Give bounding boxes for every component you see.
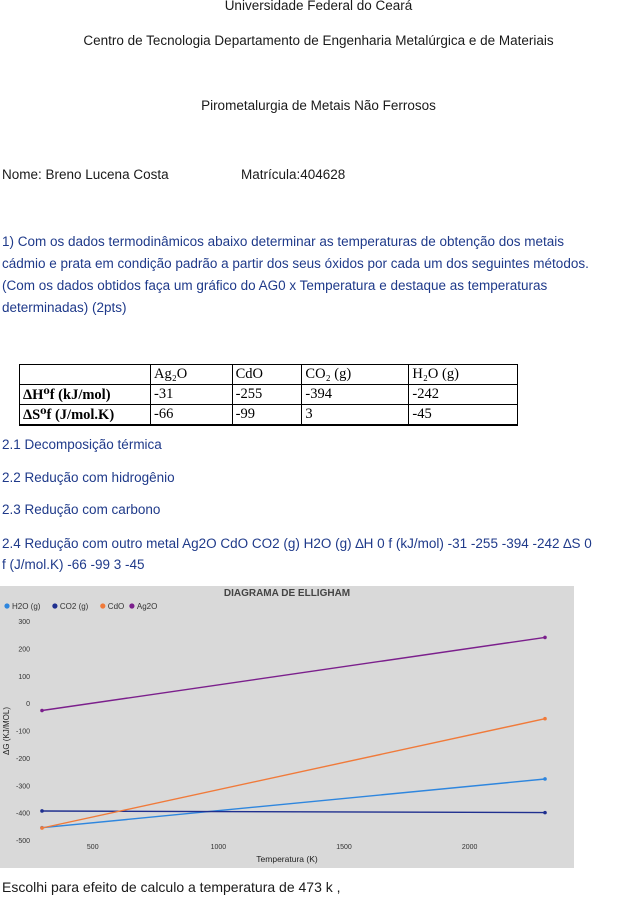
student-matricula: Matrícula:404628 (241, 167, 346, 182)
method-4-line-2: f (J/mol.K) -66 -99 3 -45 (2, 557, 145, 572)
ellingham-chart (0, 586, 574, 868)
table-header-cell (20, 365, 151, 385)
x-tick-label: 1000 (210, 844, 227, 851)
y-tick-label: 200 (18, 646, 30, 654)
table-row (20, 385, 518, 405)
x-tick-label: 1500 (336, 844, 352, 851)
series-point (40, 709, 44, 713)
y-tick-label: -400 (15, 810, 30, 818)
table-header-cell: CdO (232, 365, 302, 385)
method-2: 2.2 Redução com hidrogênio (2, 470, 175, 485)
table-cell: -242 (409, 385, 518, 405)
legend-label: Ag2O (136, 602, 158, 611)
table-cell: -99 (232, 405, 302, 426)
legend-label: CO2 (g) (59, 602, 89, 611)
legend-marker (4, 603, 9, 608)
thermo-data-table (19, 364, 518, 426)
chart-title: DIAGRAMA DE ELLIGHAM (223, 588, 351, 599)
y-axis-label: ΔG (KJ/MOL) (2, 706, 11, 756)
y-tick-label: -200 (15, 755, 30, 763)
table-cell: -66 (151, 405, 233, 426)
question-line-4: determinadas) (2pts) (2, 300, 127, 315)
x-tick-label: 500 (86, 844, 99, 851)
legend-marker (129, 603, 134, 608)
y-tick-label: -300 (15, 783, 30, 791)
table-cell: 3 (302, 405, 409, 426)
x-axis-label: Temperatura (K) (256, 854, 318, 864)
table-row-label: ΔH⁰f (kJ/mol) (20, 385, 151, 405)
table-header-cell: CO₂ (g) (302, 365, 409, 385)
student-name: Nome: Breno Lucena Costa (2, 167, 169, 182)
table-header-cell: Ag₂O (151, 365, 233, 385)
chart-canvas (0, 586, 574, 868)
x-tick-label: 2000 (461, 844, 478, 851)
table-header-row (20, 365, 518, 385)
series-point (40, 809, 44, 813)
y-tick-label: 100 (18, 673, 30, 681)
y-tick-label: 0 (26, 701, 30, 709)
series-point (543, 777, 547, 781)
table-header-cell: H₂O (g) (409, 365, 518, 385)
question-line-3: (Com os dados obtidos faça um gráfico do AG0 x Temperatura e destaque as temperaturas (2, 278, 548, 293)
y-tick-label: -500 (15, 838, 30, 845)
table-cell: -45 (409, 405, 518, 426)
table-cell: -394 (302, 385, 409, 405)
table-row-label: ΔS⁰f (J/mol.K) (20, 405, 151, 426)
table-cell: -31 (151, 385, 233, 405)
series-point (543, 636, 547, 640)
department-name: Centro de Tecnologia Departamento de Engenharia Metalúrgica e de Materiais (83, 33, 554, 48)
legend-label: H2O (g) (12, 602, 41, 611)
y-tick-label: 300 (18, 619, 30, 626)
series-line (42, 637, 545, 710)
question-line-2: cádmio e prata em condição padrão a partir dos seus óxidos por cada um dos seguintes métodos. (2, 256, 589, 271)
method-1: 2.1 Decomposição térmica (2, 437, 162, 452)
method-4-line-1: 2.4 Redução com outro metal Ag2O CdO CO2 (g) H2O (g) ∆H 0 f (kJ/mol) -31 -255 -394 -242 ∆S 0 (2, 536, 592, 551)
legend-marker (52, 603, 57, 608)
legend-label: CdO (107, 602, 125, 611)
course-title: Pirometalurgia de Metais Não Ferrosos (201, 98, 436, 113)
series-point (543, 717, 547, 721)
table-cell: -255 (232, 385, 302, 405)
series-point (40, 826, 44, 830)
y-tick-label: -100 (15, 728, 30, 736)
series-line (42, 779, 545, 828)
university-name: Universidade Federal do Ceará (224, 0, 413, 13)
table-row (20, 405, 518, 426)
series-point (543, 811, 547, 815)
legend-marker (100, 603, 105, 608)
method-3: 2.3 Redução com carbono (2, 502, 161, 517)
footer-note: Escolhi para efeito de calculo a temperatura de 473 k , (2, 879, 341, 895)
question-line-1: 1) Com os dados termodinâmicos abaixo determinar as temperaturas de obtenção dos metais (2, 234, 565, 249)
